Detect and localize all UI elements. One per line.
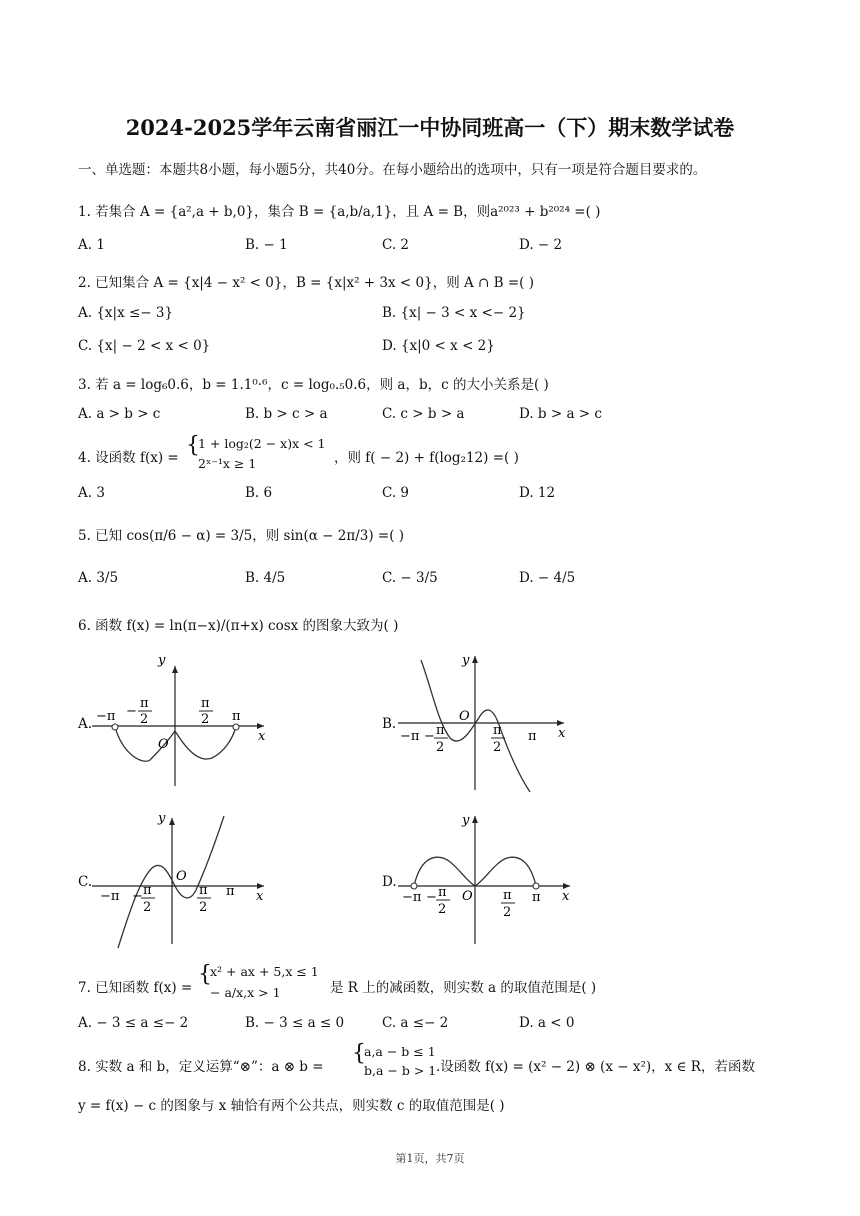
- q6-option-d: D.: [382, 874, 397, 890]
- question-1-stem: 1. 若集合 A = {a²,a + b,0}，集合 B = {a,b/a,1}，且 A = B，则a²⁰²³ + b²⁰²⁴ =( ): [78, 204, 601, 220]
- graph-d-neg-half-pi-den: 2: [438, 902, 447, 917]
- q5-option-b: B. 4/5: [245, 570, 286, 586]
- q4-brace: {: [186, 433, 200, 458]
- q2-option-a: A. {x|x ≤− 3}: [78, 305, 174, 321]
- graph-d-pi-label: π: [532, 890, 541, 905]
- q8-piece-1: a,a − b ≤ 1: [364, 1044, 436, 1059]
- q1-option-b: B. − 1: [245, 237, 288, 253]
- graph-a-x-label: x: [258, 729, 266, 744]
- question-2-stem: 2. 已知集合 A = {x|4 − x² < 0}，B = {x|x² + 3x < 0}，则 A ∩ B =( ): [78, 275, 534, 291]
- graph-c-x-label: x: [256, 889, 264, 904]
- graph-c-half-pi-den: 2: [199, 900, 208, 915]
- q6-option-a: A.: [78, 716, 93, 732]
- graph-b-neg-half-pi-den: 2: [436, 740, 445, 755]
- q2-option-b: B. {x| − 3 < x <− 2}: [382, 305, 526, 321]
- q7-brace: {: [198, 962, 212, 987]
- graph-a-minus-sign: −: [126, 704, 137, 719]
- page-title: 2024-2025学年云南省丽江一中协同班高一（下）期末数学试卷: [125, 115, 735, 140]
- graph-b: [398, 653, 566, 792]
- q7-option-c: C. a ≤− 2: [382, 1015, 449, 1031]
- graph-c-pi-label: π: [226, 884, 235, 899]
- q7-option-d: D. a < 0: [519, 1015, 575, 1031]
- graph-c-neg-half-pi-den: 2: [143, 900, 152, 915]
- question-8-stem-prefix: 8. 实数 a 和 b，定义运算“⊗”：a ⊗ b =: [78, 1059, 324, 1075]
- graph-b-neg-pi-label: −π: [400, 729, 420, 744]
- graph-a-half-pi-num: π: [201, 696, 210, 711]
- q2-option-c: C. {x| − 2 < x < 0}: [78, 338, 211, 354]
- q4-option-c: C. 9: [382, 485, 410, 501]
- q4-piece-2: 2ˣ⁻¹x ≥ 1: [198, 456, 257, 471]
- graph-b-origin-label: O: [459, 709, 470, 724]
- q8-brace: {: [352, 1041, 366, 1066]
- q4-piece-1: 1 + log₂(2 − x)x < 1: [198, 436, 326, 451]
- question-5-stem: 5. 已知 cos(π/6 − α) = 3/5，则 sin(α − 2π/3) =( ): [78, 528, 405, 544]
- question-7-stem-suffix: 是 R 上的减函数，则实数 a 的取值范围是( ): [330, 980, 597, 996]
- question-4-stem-suffix: ，则 f( − 2) + f(log₂12) =( ): [334, 450, 519, 466]
- question-7-stem-prefix: 7. 已知函数 f(x) =: [78, 980, 193, 996]
- graph-b-x-label: x: [558, 726, 566, 741]
- graph-c-y-label: y: [158, 811, 166, 826]
- q2-option-d: D. {x|0 < x < 2}: [382, 338, 495, 354]
- graph-a-neg-half-pi-den: 2: [140, 712, 149, 727]
- q6-option-c: C.: [78, 874, 93, 890]
- graph-b-minus-sign: −: [424, 729, 435, 744]
- graph-d-neg-half-pi-num: π: [438, 885, 447, 900]
- q1-option-d: D. − 2: [519, 237, 563, 253]
- q5-option-c: C. − 3/5: [382, 570, 438, 586]
- question-6-stem: 6. 函数 f(x) = ln(π−x)/(π+x) cosx 的图象大致为( ): [78, 618, 399, 634]
- graph-d-neg-pi-label: −π: [402, 890, 422, 905]
- graph-d-y-label: y: [462, 813, 470, 828]
- graph-d-origin-label: O: [462, 889, 473, 904]
- graph-c: [92, 811, 264, 948]
- q1-option-a: A. 1: [78, 237, 105, 253]
- q7-option-a: A. − 3 ≤ a ≤− 2: [78, 1015, 189, 1031]
- graph-c-origin-label: O: [176, 869, 187, 884]
- q7-piece-2: − a/x,x > 1: [210, 985, 281, 1000]
- graph-c-half-pi-num: π: [199, 883, 208, 898]
- section-heading: 一、单选题：本题共8小题，每小题5分，共40分。在每小题给出的选项中，只有一项是符合题目要求的。: [78, 162, 707, 178]
- q4-option-a: A. 3: [78, 485, 105, 501]
- graph-a-pi-label: π: [232, 709, 241, 724]
- graph-a-half-pi-den: 2: [201, 712, 210, 727]
- graph-c-neg-pi-label: −π: [100, 889, 120, 904]
- q4-option-d: D. 12: [519, 485, 556, 501]
- graph-b-y-label: y: [462, 653, 470, 668]
- q7-option-b: B. − 3 ≤ a ≤ 0: [245, 1015, 345, 1031]
- question-3-stem: 3. 若 a = log₆0.6，b = 1.1⁰·⁶，c = log₀.₅0.6，则 a，b，c 的大小关系是( ): [78, 377, 549, 393]
- q3-option-c: C. c > b > a: [382, 406, 465, 422]
- q4-option-b: B. 6: [245, 485, 273, 501]
- q1-option-c: C. 2: [382, 237, 410, 253]
- q3-option-d: D. b > a > c: [519, 406, 602, 422]
- graph-a-origin-label: O: [158, 737, 169, 752]
- graph-d: [398, 813, 570, 944]
- graph-b-neg-half-pi-num: π: [436, 723, 445, 738]
- question-8-stem-suffix: .设函数 f(x) = (x² − 2) ⊗ (x − x²)，x ∈ R，若函数: [436, 1059, 755, 1075]
- graph-b-half-pi-den: 2: [493, 740, 502, 755]
- page-footer: 第1页，共7页: [395, 1152, 465, 1165]
- question-4-stem-prefix: 4. 设函数 f(x) =: [78, 450, 179, 466]
- graph-d-minus-sign: −: [426, 890, 437, 905]
- graph-a-neg-half-pi-num: π: [140, 696, 149, 711]
- graph-d-half-pi-den: 2: [503, 905, 512, 920]
- graph-b-half-pi-num: π: [493, 723, 502, 738]
- graph-d-x-label: x: [562, 889, 570, 904]
- graph-a-y-label: y: [158, 653, 166, 668]
- graph-b-pi-label: π: [528, 729, 537, 744]
- q5-option-d: D. − 4/5: [519, 570, 576, 586]
- q3-option-b: B. b > c > a: [245, 406, 328, 422]
- q7-piece-1: x² + ax + 5,x ≤ 1: [210, 964, 319, 979]
- q8-piece-2: b,a − b > 1: [364, 1063, 437, 1078]
- q3-option-a: A. a > b > c: [78, 406, 161, 422]
- graph-c-minus-sign: −: [132, 889, 143, 904]
- q6-option-b: B.: [382, 716, 397, 732]
- question-8-stem-line2: y = f(x) − c 的图象与 x 轴恰有两个公共点，则实数 c 的取值范围是( ): [78, 1098, 505, 1114]
- q5-option-a: A. 3/5: [78, 570, 119, 586]
- graph-d-half-pi-num: π: [503, 888, 512, 903]
- graph-c-curve: [118, 816, 224, 948]
- graph-c-neg-half-pi-num: π: [143, 883, 152, 898]
- graph-a: [92, 653, 266, 786]
- graph-a-neg-pi-label: −π: [96, 709, 116, 724]
